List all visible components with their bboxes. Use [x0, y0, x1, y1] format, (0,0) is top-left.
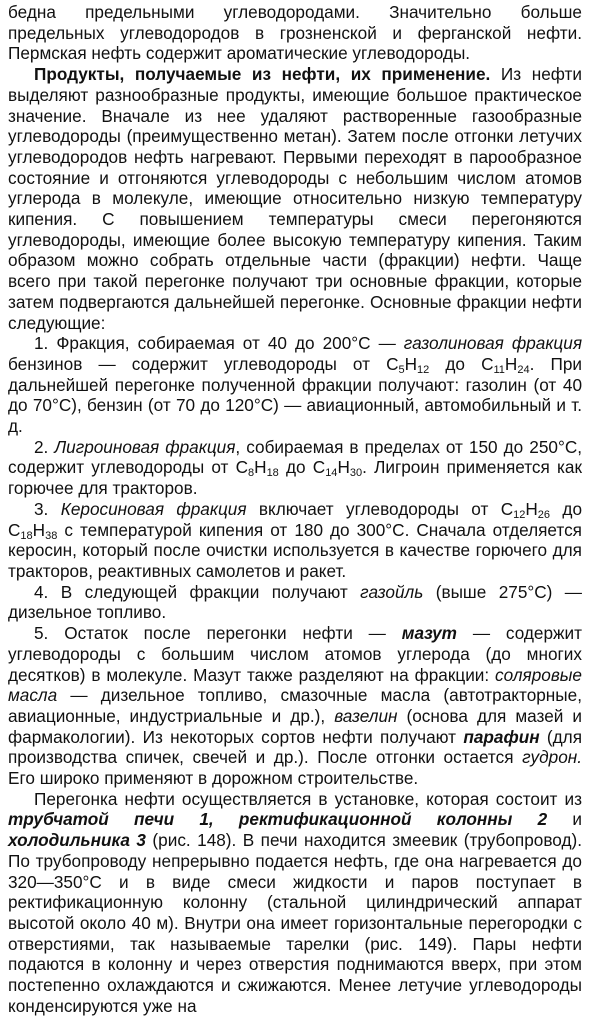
text-run: . Лигроин применяется как горючее для тракторов. [8, 457, 582, 499]
text-run: бензинов — содержит углеводороды от C [8, 353, 399, 374]
term-italic: Керосиновая фракция [60, 498, 247, 519]
text-run: Его широко применяют в дорожном строительстве. [8, 768, 419, 789]
list-item-1 [8, 333, 582, 437]
list-item-3 [8, 499, 582, 582]
text-run: — содержит углеводороды с большим числом атомов углерода (до многих десятков) в молекуле. Мазут также разделяют на фракции: [8, 623, 582, 685]
text-run: 2. [34, 436, 55, 457]
subscript: 8 [248, 467, 255, 480]
subscript: 38 [45, 529, 58, 542]
term-italic: соляровые масла [8, 664, 582, 706]
text-run: 5. Остаток после перегонки нефти — [34, 623, 402, 644]
subscript: 12 [417, 363, 430, 376]
subscript: 12 [513, 508, 526, 521]
list-item-4 [8, 582, 582, 623]
term-italic: газолиновая фракция [403, 333, 583, 354]
paragraph-intro [8, 2, 582, 64]
text-run: H [504, 353, 518, 374]
text-run: (основа для мазей и фармакологии). Из некоторых сортов нефти получают [8, 705, 582, 747]
text-run: с температурой кипения от 180 до 300°С. Сначала отделяется керосин, который после очистки используется в качестве горючего для тракторов, реактивных самолетов и ракет. [8, 519, 582, 581]
text-run: . При дальнейшей перегонке полученной фракции получают: газолин (от 40 до 70°С), бензин (от 70 до 120°С) — авиационный, автомобильный и т. д. [8, 353, 582, 437]
subscript: 24 [517, 363, 530, 376]
text-run: (для производства спичек, свечей и др.). После отгонки остается [8, 726, 582, 768]
paragraph-products [8, 64, 582, 333]
subscript: 14 [325, 467, 338, 480]
text-run: бедна предельными углеводородами. Значительно больше предельных углеводородов в грозненской и ферганской нефти. Пермская нефть содержит ароматические углеводороды. [8, 2, 582, 64]
list-item-2 [8, 437, 582, 499]
subscript: 5 [398, 363, 405, 376]
term-italic: газойль [360, 581, 424, 602]
text-run: Из нефти выделяют разнообразные продукты, имеющие большое практическое значение. Вначале из нее удаляют растворенные газообразные углеводороды (преимущественно метан). Затем после отгонки летучих углеводородов нефть нагревают. Первыми переходят в парообразное состояние и отгоняются углеводороды с небольшим числом атомов углерода в молекуле, имеющие относительно низкую температуру кипения. С повышением температуры смеси перегоняются углеводороды, имеющие более высокую температуру кипения. Таким образом можно собрать отдельные части (фракции) нефти. Чаще всего при такой перегонке получают три основные фракции, которые затем подвергаются дальнейшей перегонке. Основные фракции нефти следующие: [8, 64, 582, 333]
term-bold-italic: парафин [463, 726, 540, 747]
text-run: 4. В следующей фракции получают [34, 581, 361, 602]
text-run: (рис. 148). В печи находится змеевик (трубопровод). По трубопроводу непрерывно подается нефть, где она нагревается до 320—350°С и в виде смеси жидкости и паров поступает в ректификационную колонну (стальной цилиндрический аппарат высотой около 40 м). Внутри она имеет горизонтальные перегородки с отверстиями, так называемые тарелки (рис. 149). Пары нефти подаются в колонну и через отверстия поднимаются вверх, при этом постепенно охлаждаются и сжижаются. Менее летучие углеводороды конденсируются уже на [8, 830, 582, 1016]
text-run: 1. Фракция, собираемая от 40 до 200°С — [34, 333, 404, 354]
text-run: включает углеводороды от C [246, 498, 514, 519]
list-item-5 [8, 623, 582, 789]
text-run: — дизельное топливо, смазочные масла (автотракторные, авиационные, индустриальные и др.), [8, 685, 582, 726]
text-run: H [254, 457, 267, 478]
term-bold-italic: трубчатой печи 1, ректификационной колонны 2 [8, 809, 548, 830]
subscript: 30 [349, 467, 363, 480]
subscript: 11 [493, 363, 505, 376]
text-run: H [404, 353, 418, 374]
term-italic: гудрон. [522, 747, 582, 768]
term-bold-italic: мазут [401, 623, 457, 644]
text-run: до C [8, 498, 582, 540]
section-heading: Продукты, получаемые из нефти, их применение. [34, 64, 491, 85]
term-bold-italic: холодильника 3 [8, 830, 146, 851]
text-run: и [547, 809, 582, 830]
text-run: H [32, 519, 46, 540]
text-run: H [525, 498, 538, 519]
text-run: (выше 275°С) — дизельное топливо. [8, 581, 582, 623]
text-run: до C [429, 353, 494, 374]
term-italic: вазелин [334, 705, 398, 726]
text-run: до C [278, 457, 326, 478]
subscript: 18 [266, 467, 279, 480]
text-run: Перегонка нефти осуществляется в установке, которая состоит из [34, 788, 582, 809]
subscript: 18 [20, 529, 33, 542]
subscript: 26 [537, 508, 551, 521]
term-italic: Лигроиновая фракция [54, 436, 236, 457]
paragraph-distillation [8, 789, 582, 1016]
text-run: , собираемая в пределах от 150 до 250°С, содержит углеводороды от C [8, 436, 583, 478]
text-run: 3. [34, 498, 61, 519]
text-run: H [337, 457, 350, 478]
